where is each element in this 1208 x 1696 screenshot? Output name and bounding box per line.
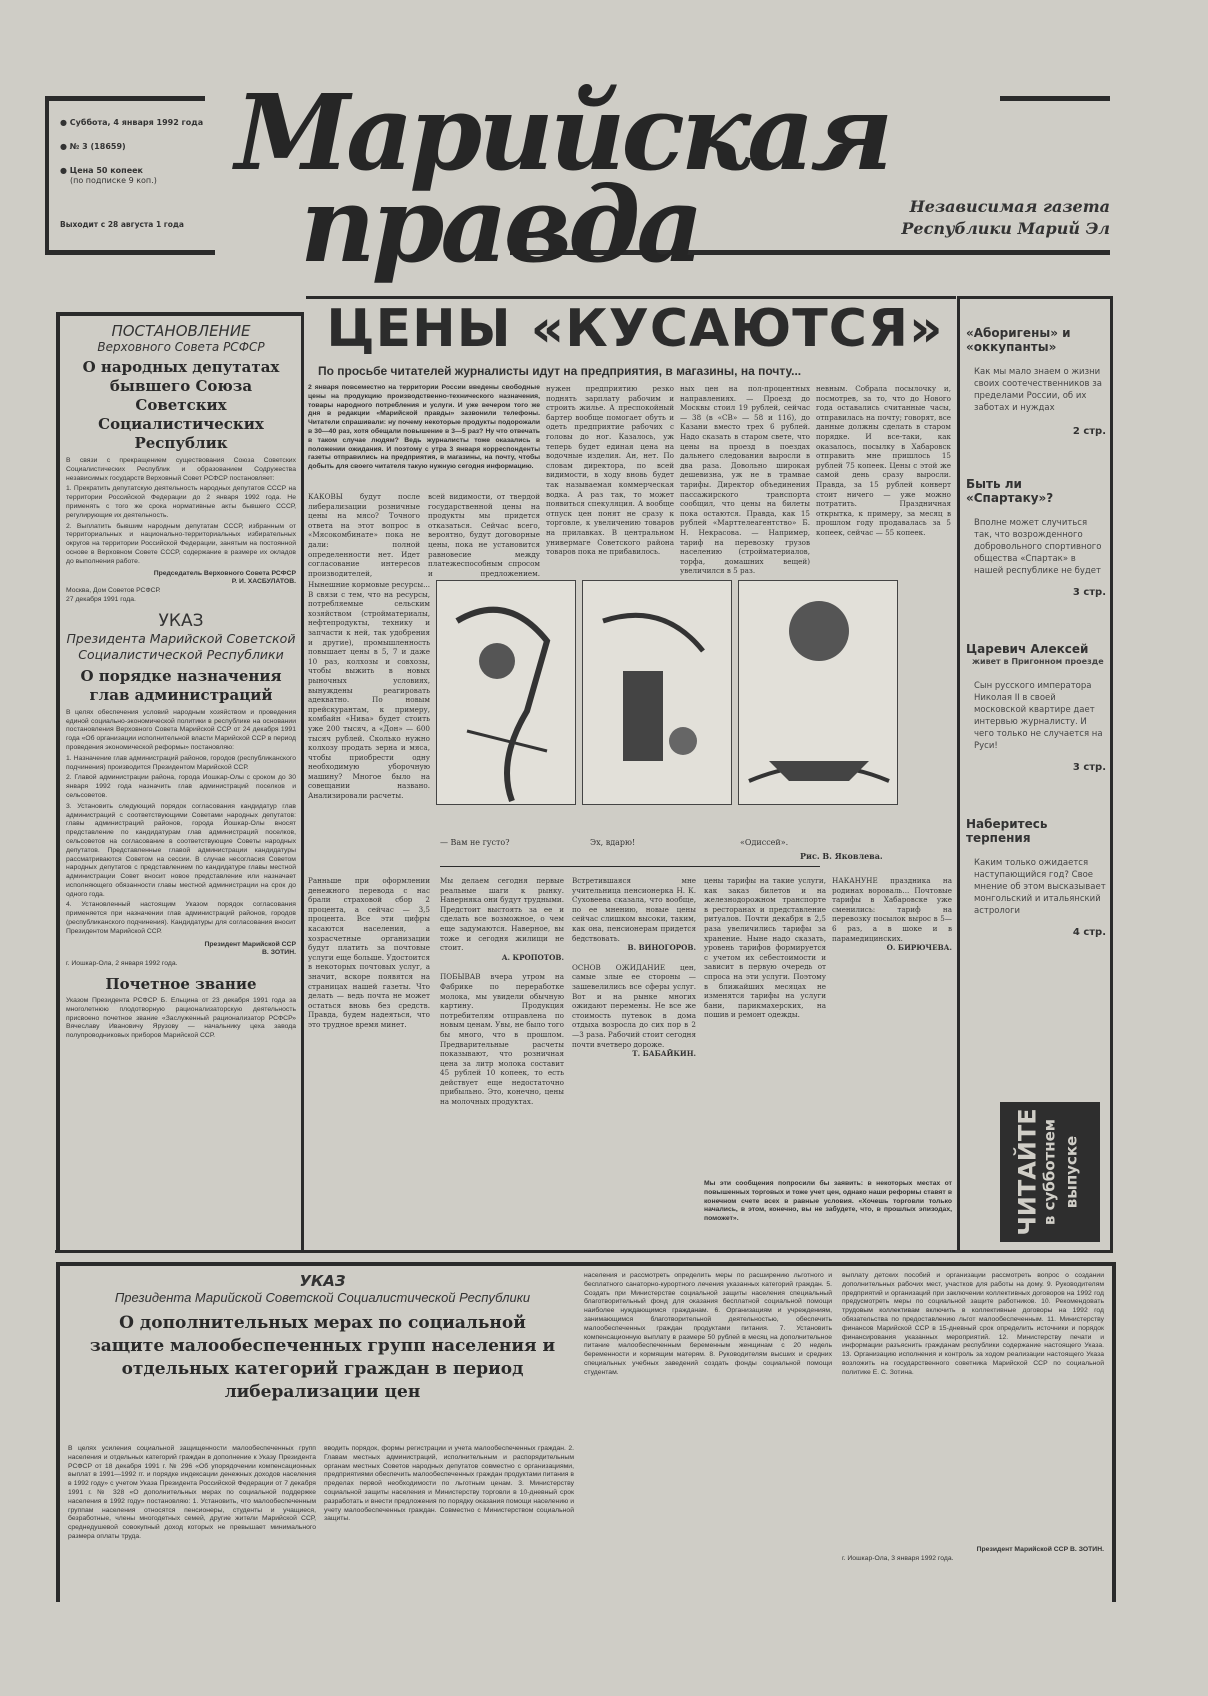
teaser-page-link[interactable]: 4 стр. bbox=[1072, 927, 1106, 938]
ukaz-signature-name: В. ЗОТИН. bbox=[262, 949, 296, 957]
author-signature: О. БИРЮЧЕВА. bbox=[886, 943, 952, 953]
teaser-title: «Аборигены» и «оккупанты» bbox=[966, 326, 1071, 354]
teaser-page-link[interactable]: 3 стр. bbox=[1072, 762, 1106, 773]
honor-text: Указом Президента РСФСР Б. Ельцина от 23 декабря 1991 года за многолетнюю плодотворную рационализаторскую деятельность присвоено почетное звание «Заслуженный рационализатор РСФСР» Вячеславу Ивановичу Ярузову — начальнику цеха завода полупроводниковых приборов Марийской ССР. bbox=[66, 997, 296, 1040]
tagline-line1: Независимая газета bbox=[909, 197, 1110, 216]
section-rule bbox=[55, 1250, 1113, 1253]
decree-paragraph: 1. Прекратить депутатскую деятельность народных депутатов СССР на территории Российской Федерации до 2 января 1992 года. Не применять с того же срока нормативные акты бывшего СССР, регулирующие их деятельность. bbox=[66, 485, 296, 519]
honor-title: Почетное звание bbox=[105, 975, 257, 994]
ukaz-paragraph: 1. Назначение глав администраций районов, городов (республиканского подчинения) производится Президентом Марийской ССР. bbox=[66, 754, 296, 771]
ukaz-issuer: Президента Марийской Советской Социалистической Республики bbox=[66, 630, 296, 662]
issue-price-subscription: (по подписке 9 коп.) bbox=[70, 176, 157, 185]
ukaz-place: г. Йошкар-Ола, 2 января 1992 года. bbox=[66, 960, 178, 968]
author-signature: Т. БАБАЙКИН. bbox=[632, 1049, 696, 1059]
article-column: Встретившаяся мне учительница пенсионерка Н. К. Суховеева сказала, что вообще, по ее мнению, новые цены сейчас слишком высоки, таким, как она, пенсионерам придется бедствовать. bbox=[572, 876, 696, 943]
cartoon-artist-credit: Рис. В. Яковлева. bbox=[800, 851, 883, 861]
bottom-ukaz-header bbox=[70, 1272, 575, 1404]
teaser-text: Как мы мало знаем о жизни своих соотечественников за пределами России, об их заботах и нуждах bbox=[974, 367, 1102, 413]
bottom-ukaz-signature: Президент Марийской ССР В. ЗОТИН. bbox=[976, 1546, 1104, 1553]
article-column: ПОБЫВАВ вчера утром на Фабрике по переработке молока, мы увидели обычную картину. Продукция потребителям отправлена по новым ценам. Увы, не было того бы много, что в прошлом. Предварительные расчеты показывают, что розничная цена за литр молока составит 45 рублей 10 копеек, то есть действует еще недостаточно прибыльно. Это, конечно, цены на молочных продуктах. bbox=[440, 972, 564, 1107]
newspaper-title-line2: правда bbox=[300, 163, 700, 286]
ukaz-paragraph: 3. Установить следующий порядок согласования кандидатур глав администраций с соответствующими Советами народных депутатов: главы администраций районов, города Йошкар-Олы вносят представление по кандидатурам глав администраций поселков, сельсоветов на согласование в соответствующие Советы народных депутатов. Представленные главой администрации кандидатуры рассматриваются Советом на сессии. В случае несогласия Советом народных депутатов с представлением по кандидатуре главы местной администрации Совет вносит новое представление или назначает исполняющего обязанности главы местной администрации на срок до одного года. bbox=[66, 802, 296, 898]
promo-line2: в субботнем bbox=[1041, 1118, 1059, 1226]
decree-date: 27 декабря 1991 года. bbox=[66, 595, 136, 603]
ukaz-type: УКАЗ bbox=[158, 610, 204, 631]
author-signature: В. ВИНОГОРОВ. bbox=[627, 943, 696, 953]
cartoon-illustration bbox=[583, 581, 732, 805]
ukaz-paragraph: 2. Главой администрации района, города Йошкар-Олы с сроком до 30 января 1992 года назначить глав администраций поселков и сельсоветов. bbox=[66, 774, 296, 799]
issue-number: ● № 3 (18659) bbox=[60, 142, 126, 151]
promo-line1: ЧИТАЙТЕ bbox=[1014, 1108, 1042, 1236]
issue-date: ● Суббота, 4 января 1992 года bbox=[60, 118, 204, 127]
author-signature: А. КРОПОТОВ. bbox=[501, 952, 564, 962]
masthead-rule bbox=[45, 96, 205, 101]
decree-text: В связи с прекращением существования Союза Советских Социалистических Республик и образованием Содружества независимых государств Верховный Совет РСФСР постановляет: bbox=[66, 457, 296, 482]
ukaz-text: В целях обеспечения условий народным хозяйством и проведения единой социально-экономической политики в республике на основании постановления Верховного Совета Марийской ССР от 24 декабря 1991 года «Об организации исполнительной власти Марийской ССР в период проведения экономической реформы» постановляю: bbox=[66, 708, 296, 751]
issue-price: ● Цена 50 копеек bbox=[60, 166, 143, 175]
masthead-info bbox=[60, 118, 210, 230]
decree-signature-name: Р. И. ХАСБУЛАТОВ. bbox=[231, 578, 296, 586]
bottom-ukaz-column: В целях усиления социальной защищенности малообеспеченных групп населения и отдельных категорий граждан в дополнение к Указу Президента РСФСР от 18 декабря 1991 г. № 296 «Об упорядочении компенсационных выплат в 1991—1992 гг. и порядке индексации денежных доходов населения в 1992 году» с учетом Указа Президента Российской Федерации от 7 декабря 1991 г. № 328 «О дополнительных мерах по социальной поддержке населения в 1992 году» постановляю: 1. Установить, что малообеспеченным группам населения относятся пенсионеры, студенты и учащиеся, безработные, члены многодетных семей, другие жители Марийской ССР, среднедушевой совокупный доход которых не превышает минимального размера оплаты труда. bbox=[68, 1445, 316, 1540]
main-headline: ЦЕНЫ «КУСАЮТСЯ» bbox=[326, 299, 944, 359]
cartoon-caption: «Одиссей». bbox=[740, 838, 789, 847]
teaser-title: Быть ли «Спартаку»? bbox=[966, 477, 1054, 505]
decree-signature-title: Председатель Верховного Совета РСФСР bbox=[153, 569, 296, 577]
newspaper-title-line1: Марийская bbox=[235, 71, 890, 194]
article-column: цены тарифы на такие услуги, как заказ билетов и на железнодорожном транспорте в ресторанах и представление ритуалов. Почти декабря в 2,5 раза увеличились тарифы за хранение. Ныне надо сказать, уровень тарифов формируется с учетом их себестоимости и зависит в первую очередь от спроса на эти услуги. Поэтому в ближайших месяцах не изменятся тарифы на услуги бани, парикмахерских, на пошив и ремонт одежды. bbox=[704, 876, 826, 1020]
decree-title: О народных депутатах бывшего Союза Советских Социалистических Республик bbox=[82, 358, 280, 452]
decree-issuer: Верховного Совета РСФСР bbox=[97, 340, 265, 354]
main-subheadline: По просьбе читателей журналисты идут на предприятия, в магазины, на почту... bbox=[318, 364, 802, 378]
ukaz-title: О порядке назначения глав администраций bbox=[80, 666, 282, 704]
ukaz-signature-title: Президент Марийской ССР bbox=[204, 940, 296, 948]
article-column: нужен предприятию резко поднять зарплату рабочим и строить жилье. А преспокойный бартер вообще помогает обуть и одеть предприятие рабочих с головы до ног. Казалось, уж теперь будет единая цена на водочные изделия. Ан, нет. По словам директора, по всей видимости, в ходу вновь будет так называемая коммерческая водка. А раз так, то может появиться спекуляция. А вообще отпуск цен понят не сразу к торговле, к увеличению товаров на прилавках. В центральном универмаге Советского района товаров пока не прибавилось. bbox=[546, 384, 674, 557]
bottom-ukaz-place: г. Йошкар-Ола, 3 января 1992 года. bbox=[842, 1554, 954, 1562]
cartoon-illustration bbox=[739, 581, 898, 805]
teaser-text: Каким только ожидается наступающийся год? Свое мнение об этом высказывает монгольский и итальянский астрологи bbox=[974, 858, 1106, 916]
teaser-text: Вполне может случиться так, что возрожденного добровольного спортивного общества «Спартак» в нашей республике не будет bbox=[974, 518, 1102, 576]
decree-paragraph: 2. Выплатить бывшим народным депутатам СССР, избранным от территориальных и национально-территориальных избирательных округов на территории Российской Федерации, занятым на постоянной основе в Верховном Совете СССР, содержание в размере их окладов до выполнения работе. bbox=[66, 522, 296, 565]
ukaz-paragraph: 4. Установленный настоящим Указом порядок согласования применяется при назначении глав администраций районов, городов (республиканского подчинения). Кандидатуры для согласования вносит Президентом Марийской ССР. bbox=[66, 901, 296, 935]
masthead-rule bbox=[45, 96, 49, 251]
promo-line3: выпуске bbox=[1063, 1135, 1081, 1209]
article-column: Мы делаем сегодня первые реальные шаги к рынку. Наверняка они будут трудными. Предстоит выстоять за ее и сделать все возможное, о чем еще задумаются. Наверное, вы тоже и сегодня жилищи не стоит. bbox=[440, 876, 564, 953]
article-column: всей видимости, от твердой государственной цены на продукты мы придется отказаться. Сейчас всего, вероятно, будут договорные цены, пока не установится равновесие между платежеспособным спросом и предложением. bbox=[428, 492, 540, 578]
article-column: невным. Собрала посылочку и, посмотрев, за то, что до Нового года оставались считанные часы, отправилась на почту; говорят, все данные должны сделать в старом порядке. И все-таки, как оказалось, посылку в Хабаровск отправить мне пришлось 15 рублей 75 копеек. Цены с этой же самой день сразу выросли. Правда, за 15 рублей конверт стоит ничего — уже можно потратить. Праздничная открытка, к примеру, за месяц в прошлом году продавалась за 5 копеек, сейчас — 55 копеек. bbox=[816, 384, 951, 537]
cartoon-caption: Эх, вдарю! bbox=[590, 838, 636, 847]
decree-place: Москва, Дом Советов РСФСР. bbox=[66, 587, 161, 595]
bottom-ukaz-issuer: Президента Марийской Советской Социалистической Республики bbox=[114, 1290, 531, 1305]
cartoon-caption: — Вам не густо? bbox=[440, 838, 510, 847]
bottom-ukaz-column: населения и рассмотреть определить меры по расширению льготного и бесплатного санаторно-курортного лечения указанных категорий граждан. 5. Создать при Министерстве социальной защиты населения специальный благотворительный фонд для оказания бесплатной социальной помощи наиболее нуждающимся гражданам. 6. Организациям и учреждениям, занимающимся благотворительной деятельностью, обеспечить малообеспеченных граждан продуктами питания. 7. Установить компенсационную выплату в размере 50 рублей в месяц на дополнительное питание малообеспеченным беременным женщинам с 20 недель беременности и кормящим матерям. 8. Руководителям высших и средних специальных учебных заведений создать фонды социальной помощи студентам. bbox=[584, 1272, 832, 1376]
bottom-ukaz-title: О дополнительных мерах по социальной защите малообеспеченных групп населения и отдельных категорий граждан в период либерализации цен bbox=[89, 1313, 556, 1402]
tagline-line2: Республики Марий Эл bbox=[901, 219, 1110, 238]
teaser-title: Наберитесь терпения bbox=[966, 817, 1048, 845]
masthead-rule bbox=[45, 250, 215, 255]
separator bbox=[440, 866, 820, 867]
bottom-ukaz-column: выплату детских пособий и организации рассмотреть вопрос о создании дополнительных рабочих мест, участков для работы на дому. 9. Руководителям предприятий и организаций при заключении коллективных договоров на 1992 год предусмотреть меры по социальной защите работников. 10. Рекомендовать трудовым коллективам включить в коллективные договоры на 1992 год обязательства по предоставлению льгот малообеспеченным. 11. Министерству финансов Марийской ССР в 15-дневный срок определить источники и порядок финансирования указанных мероприятий. 12. Министерству печати и информации разъяснить гражданам республики содержание настоящего Указа. 13. Организацию исполнения и контроль за ходом реализации настоящего Указа возложить на государственного советника Марийской ССР по социальной политике Е. С. Зотина. bbox=[842, 1272, 1104, 1376]
cartoon-panel-1 bbox=[436, 580, 576, 805]
cartoon-illustration bbox=[437, 581, 576, 805]
right-sidebar bbox=[966, 326, 1106, 938]
editor-note: Мы эти сообщения попросили бы заявить: в некоторых местах от повышенных торговых и тоже учет цен, однако наши реформы ставят в конечном счете всех в равные условия. «Хочешь торговли только начались, в этом, конечно, вы не забудете, что, в прошлых эпизодах, поможет». bbox=[704, 1180, 952, 1223]
issue-since: Выходит с 28 августа 1 года bbox=[60, 220, 184, 229]
article-column: КАКОВЫ будут после либерализации розничные цены на мясо? Точного ответа на этот вопрос в «Мясокомбинате» пока не дали: полной определенности нет. Идет согласование интересов производителей, bbox=[308, 492, 420, 578]
left-column bbox=[66, 322, 296, 1041]
tagline bbox=[880, 196, 1110, 240]
article-column: ных цен на пол-процентных направлениях. — Проезд до Москвы стоил 19 рублей, сейчас — 38 (в «СВ» — 58 и 116), до Казани вместо трех 6 рублей. Надо сказать в старом свете, что цены на проезд в поездах дальнего следования выросли в два раза. Довольно широкая дешевизна, уж не в трамвае тарифы. Директор объединения пассажирского транспорта сообщил, что цены на билеты пока остаются. Правда, как 15 рублей «Марттелеагентство» Б. Н. Некрасова. — Например, тариф на перевозку грузов населению (стройматериалов, торфа, домашних вещей) увеличился в 5 раз. bbox=[680, 384, 810, 576]
cartoon-panel-2 bbox=[582, 580, 732, 805]
teaser-text: Сын русского императора Николая II в своей московской квартире дает интервью журналисту. И чего только не случается на Руси! bbox=[974, 681, 1103, 751]
teaser-page-link[interactable]: 3 стр. bbox=[1072, 587, 1106, 598]
cartoon-panel-3 bbox=[738, 580, 898, 805]
article-column: ОСНОВ ОЖИДАНИЕ цен, самые злые ее стороны — зашевелились все сферы услуг. Вот и на рынке многих ожидают перемены. Не все же стоимость путевок в дома отдыха возросла до сих пор в 2—3 раза. Рабочий стоит сегодня почти вчетверо дороже. bbox=[572, 962, 696, 1049]
teaser-page-link[interactable]: 2 стр. bbox=[1072, 426, 1106, 437]
decree-type: ПОСТАНОВЛЕНИЕ bbox=[111, 322, 251, 340]
bottom-ukaz-type: УКАЗ bbox=[299, 1272, 346, 1290]
article-column: НАКАНУНЕ праздника на родинах вороваль... Почтовые тарифы в Хабаровске уже сменились: тариф на перевозку посылок вырос в 5—6 раз, а в шоке и в парамедицинских. bbox=[832, 876, 952, 943]
masthead-rule bbox=[1000, 96, 1110, 101]
article-lead: 2 января повсеместно на территории России введены свободные цены на продукцию производственно-технического назначения, товары народного потребления и услуги. И уже вечером того же дня в редакции «Марийской правды» зазвонили телефоны. Читатели спрашивали: ну почему некоторые продукты подорожали в 30—40 раз, хотя обещали повышение в 3—5 раз? Ну что отвечать в таком случае людям? Ведь журналисты тоже оказались в положении ожидания. И поэтому с утра 3 января корреспонденты газеты отправились на предприятия, в магазины, на почту, чтобы добыть для своего читателя такую нужную сегодня информацию. bbox=[308, 384, 540, 471]
promo-block bbox=[1000, 1102, 1100, 1242]
teaser-subtitle: живет в Пригонном проезде bbox=[972, 657, 1104, 666]
article-column: Нынешние кормовые ресурсы... В связи с тем, что на ресурсы, потребляемые сельским хозяйством (стройматериалы, нефтепродукты, технику и запчасти к ней, так удобрения и другие), промышленность повышает цены в 5, 7 и даже 10 раз, колхозы и совхозы, чтобы выжить в новых рыночных условиях, вынуждены реагировать адекватно. По новым прейскурантам, к примеру, комбайн «Нива» будет стоить уже 200 тысяч, а «Дон» — 600 тысяч рублей. Сколько нужно колхозу продать зерна и мяса, чтобы приобрести одну необходимую уборочную машину? Многое было на совещании названо. Анализировали расчеты. bbox=[308, 580, 430, 801]
teaser-title: Царевич Алексей bbox=[966, 642, 1089, 656]
bottom-ukaz-column: вводить порядок, формы регистрации и учета малообеспеченных граждан. 2. Главам местных администраций, исполнительным и распорядительным органам местных Советов народных депутатов совместно с организациями, предприятиями обеспечить малообеспеченных граждан продуктами питания в пределах первой необходимости по льготным ценам. 3. Министерству социальной защиты населения и Министерству торговли в 10-дневный срок разработать и внести предложения по порядку оказания помощи населению и учету малообеспеченных граждан. Совместно с Министерством социальной защиты. bbox=[324, 1445, 574, 1523]
article-column: Ранньше при оформлении денежного перевода с нас брали страховой сбор 2 процента, а сейчас — 3,5 процента. Все эти цифры касаются населения, а хозрасчетные организации будут платить за почтовые услуги еще больше. Удостоится в некоторых почтовых услуг, а значит, вскоре появятся на страницах нашей газеты. Что делать — ведь почта не может остаться вновь без средств. Правда, будем надеяться, что это трудное время минет. bbox=[308, 876, 430, 1029]
